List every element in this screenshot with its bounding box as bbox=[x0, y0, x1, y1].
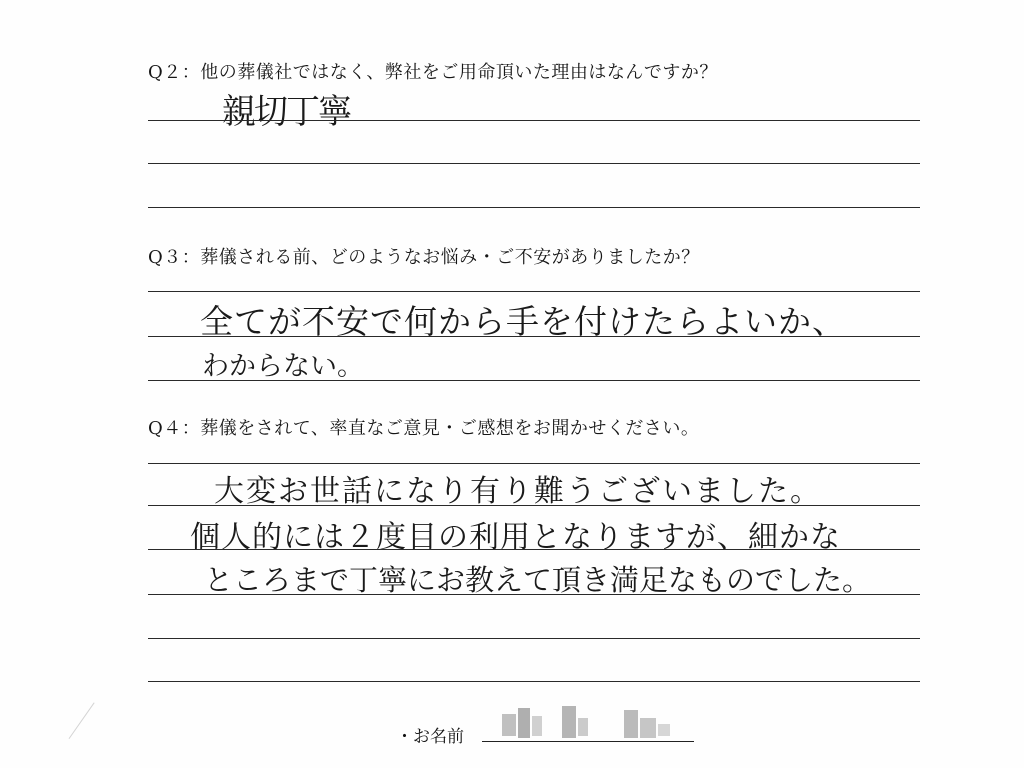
answer-4-line-1: 大変お世話になり有り難うございました。 bbox=[214, 474, 822, 509]
scan-artifact bbox=[69, 702, 96, 739]
answer-3-line-2: わからない。 bbox=[202, 351, 364, 382]
answer-line bbox=[148, 681, 920, 682]
answer-line bbox=[148, 380, 920, 381]
answer-line bbox=[148, 120, 920, 121]
answer-line bbox=[148, 336, 920, 337]
answer-line bbox=[148, 505, 920, 506]
answer-line bbox=[148, 207, 920, 208]
name-field bbox=[396, 718, 696, 748]
name-label: ・お名前 bbox=[396, 727, 464, 747]
answer-line bbox=[148, 549, 920, 550]
answer-line bbox=[148, 291, 920, 292]
redacted-name-mosaic bbox=[496, 706, 686, 744]
question-4: Q４：葬儀をされて、率直なご意見・ご感想をお聞かせください。 bbox=[148, 418, 700, 439]
answer-line bbox=[148, 638, 920, 639]
answer-4-line-3: ところまで丁寧にお教えて頂き満足なものでした。 bbox=[204, 563, 872, 597]
answer-2-line-1: 親切丁寧 bbox=[222, 92, 350, 132]
answer-line bbox=[148, 594, 920, 595]
answer-line bbox=[148, 163, 920, 164]
question-3: Q３：葬儀される前、どのようなお悩み・ご不安がありましたか？ bbox=[148, 247, 700, 268]
answer-3-line-1: 全てが不安で何から手を付けたらよいか、 bbox=[200, 302, 846, 341]
answer-line bbox=[148, 463, 920, 464]
question-2: Q２：他の葬儀社ではなく、弊社をご用命頂いた理由はなんですか？ bbox=[148, 62, 718, 83]
answer-4-line-2: 個人的には２度目の利用となりますが、細かな bbox=[190, 520, 841, 555]
